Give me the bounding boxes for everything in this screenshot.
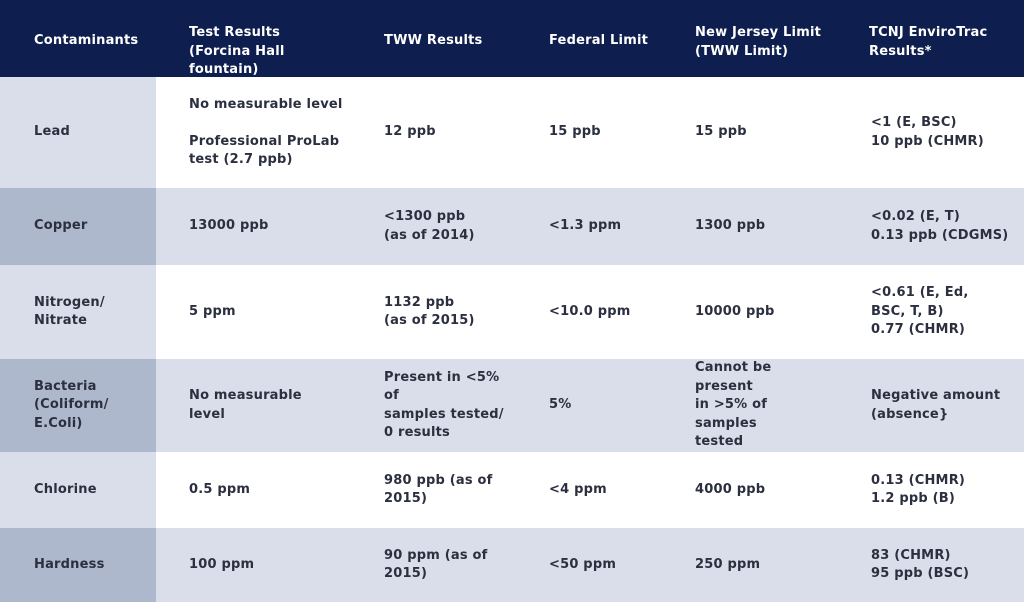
hardness-test-results: 100 ppm xyxy=(156,528,351,602)
row-label-nitrogen-nitrate: Nitrogen/ Nitrate xyxy=(0,265,156,359)
bacteria-nj-limit: Cannot be present in >5% of samples tested xyxy=(662,359,838,452)
chlorine-federal-limit: <4 ppm xyxy=(516,452,662,528)
nitrate-tcnj-results: <0.61 (E, Ed, BSC, T, B) 0.77 (CHMR) xyxy=(838,265,1024,359)
row-label-lead: Lead xyxy=(0,77,156,188)
chlorine-tww-results: 980 ppb (as of 2015) xyxy=(351,452,516,528)
hardness-tcnj-results: 83 (CHMR) 95 ppb (BSC) xyxy=(838,528,1024,602)
copper-tcnj-results: <0.02 (E, T) 0.13 ppb (CDGMS) xyxy=(838,188,1024,265)
row-label-hardness: Hardness xyxy=(0,528,156,602)
nitrate-test-results: 5 ppm xyxy=(156,265,351,359)
nitrate-tww-results: 1132 ppb (as of 2015) xyxy=(351,265,516,359)
row-label-bacteria: Bacteria (Coliform/ E.Coli) xyxy=(0,359,156,452)
bacteria-tww-results: Present in <5% of samples tested/ 0 results xyxy=(351,359,516,452)
lead-tcnj-results: <1 (E, BSC) 10 ppb (CHMR) xyxy=(838,77,1024,188)
bacteria-federal-limit: 5% xyxy=(516,359,662,452)
header-test-results: Test Results (Forcina Hall fountain) xyxy=(156,0,351,77)
bacteria-tcnj-results: Negative amount (absence} xyxy=(838,359,1024,452)
header-federal-limit: Federal Limit xyxy=(516,0,662,77)
header-tww-results: TWW Results xyxy=(351,0,516,77)
header-nj-limit: New Jersey Limit (TWW Limit) xyxy=(662,0,838,77)
copper-nj-limit: 1300 ppb xyxy=(662,188,838,265)
hardness-federal-limit: <50 ppm xyxy=(516,528,662,602)
lead-nj-limit: 15 ppb xyxy=(662,77,838,188)
lead-test-results: No measurable level Professional ProLab test (2.7 ppb) xyxy=(156,77,351,188)
row-label-copper: Copper xyxy=(0,188,156,265)
lead-federal-limit: 15 ppb xyxy=(516,77,662,188)
copper-federal-limit: <1.3 ppm xyxy=(516,188,662,265)
hardness-nj-limit: 250 ppm xyxy=(662,528,838,602)
chlorine-nj-limit: 4000 ppb xyxy=(662,452,838,528)
hardness-tww-results: 90 ppm (as of 2015) xyxy=(351,528,516,602)
lead-tww-results: 12 ppb xyxy=(351,77,516,188)
chlorine-test-results: 0.5 ppm xyxy=(156,452,351,528)
bacteria-test-results: No measurable level xyxy=(156,359,351,452)
copper-tww-results: <1300 ppb (as of 2014) xyxy=(351,188,516,265)
header-contaminants: Contaminants xyxy=(0,0,156,77)
nitrate-nj-limit: 10000 ppb xyxy=(662,265,838,359)
chlorine-tcnj-results: 0.13 (CHMR) 1.2 ppb (B) xyxy=(838,452,1024,528)
row-label-chlorine: Chlorine xyxy=(0,452,156,528)
nitrate-federal-limit: <10.0 ppm xyxy=(516,265,662,359)
header-tcnj-envirotrac: TCNJ EnviroTrac Results* xyxy=(838,0,1024,77)
copper-test-results: 13000 ppb xyxy=(156,188,351,265)
